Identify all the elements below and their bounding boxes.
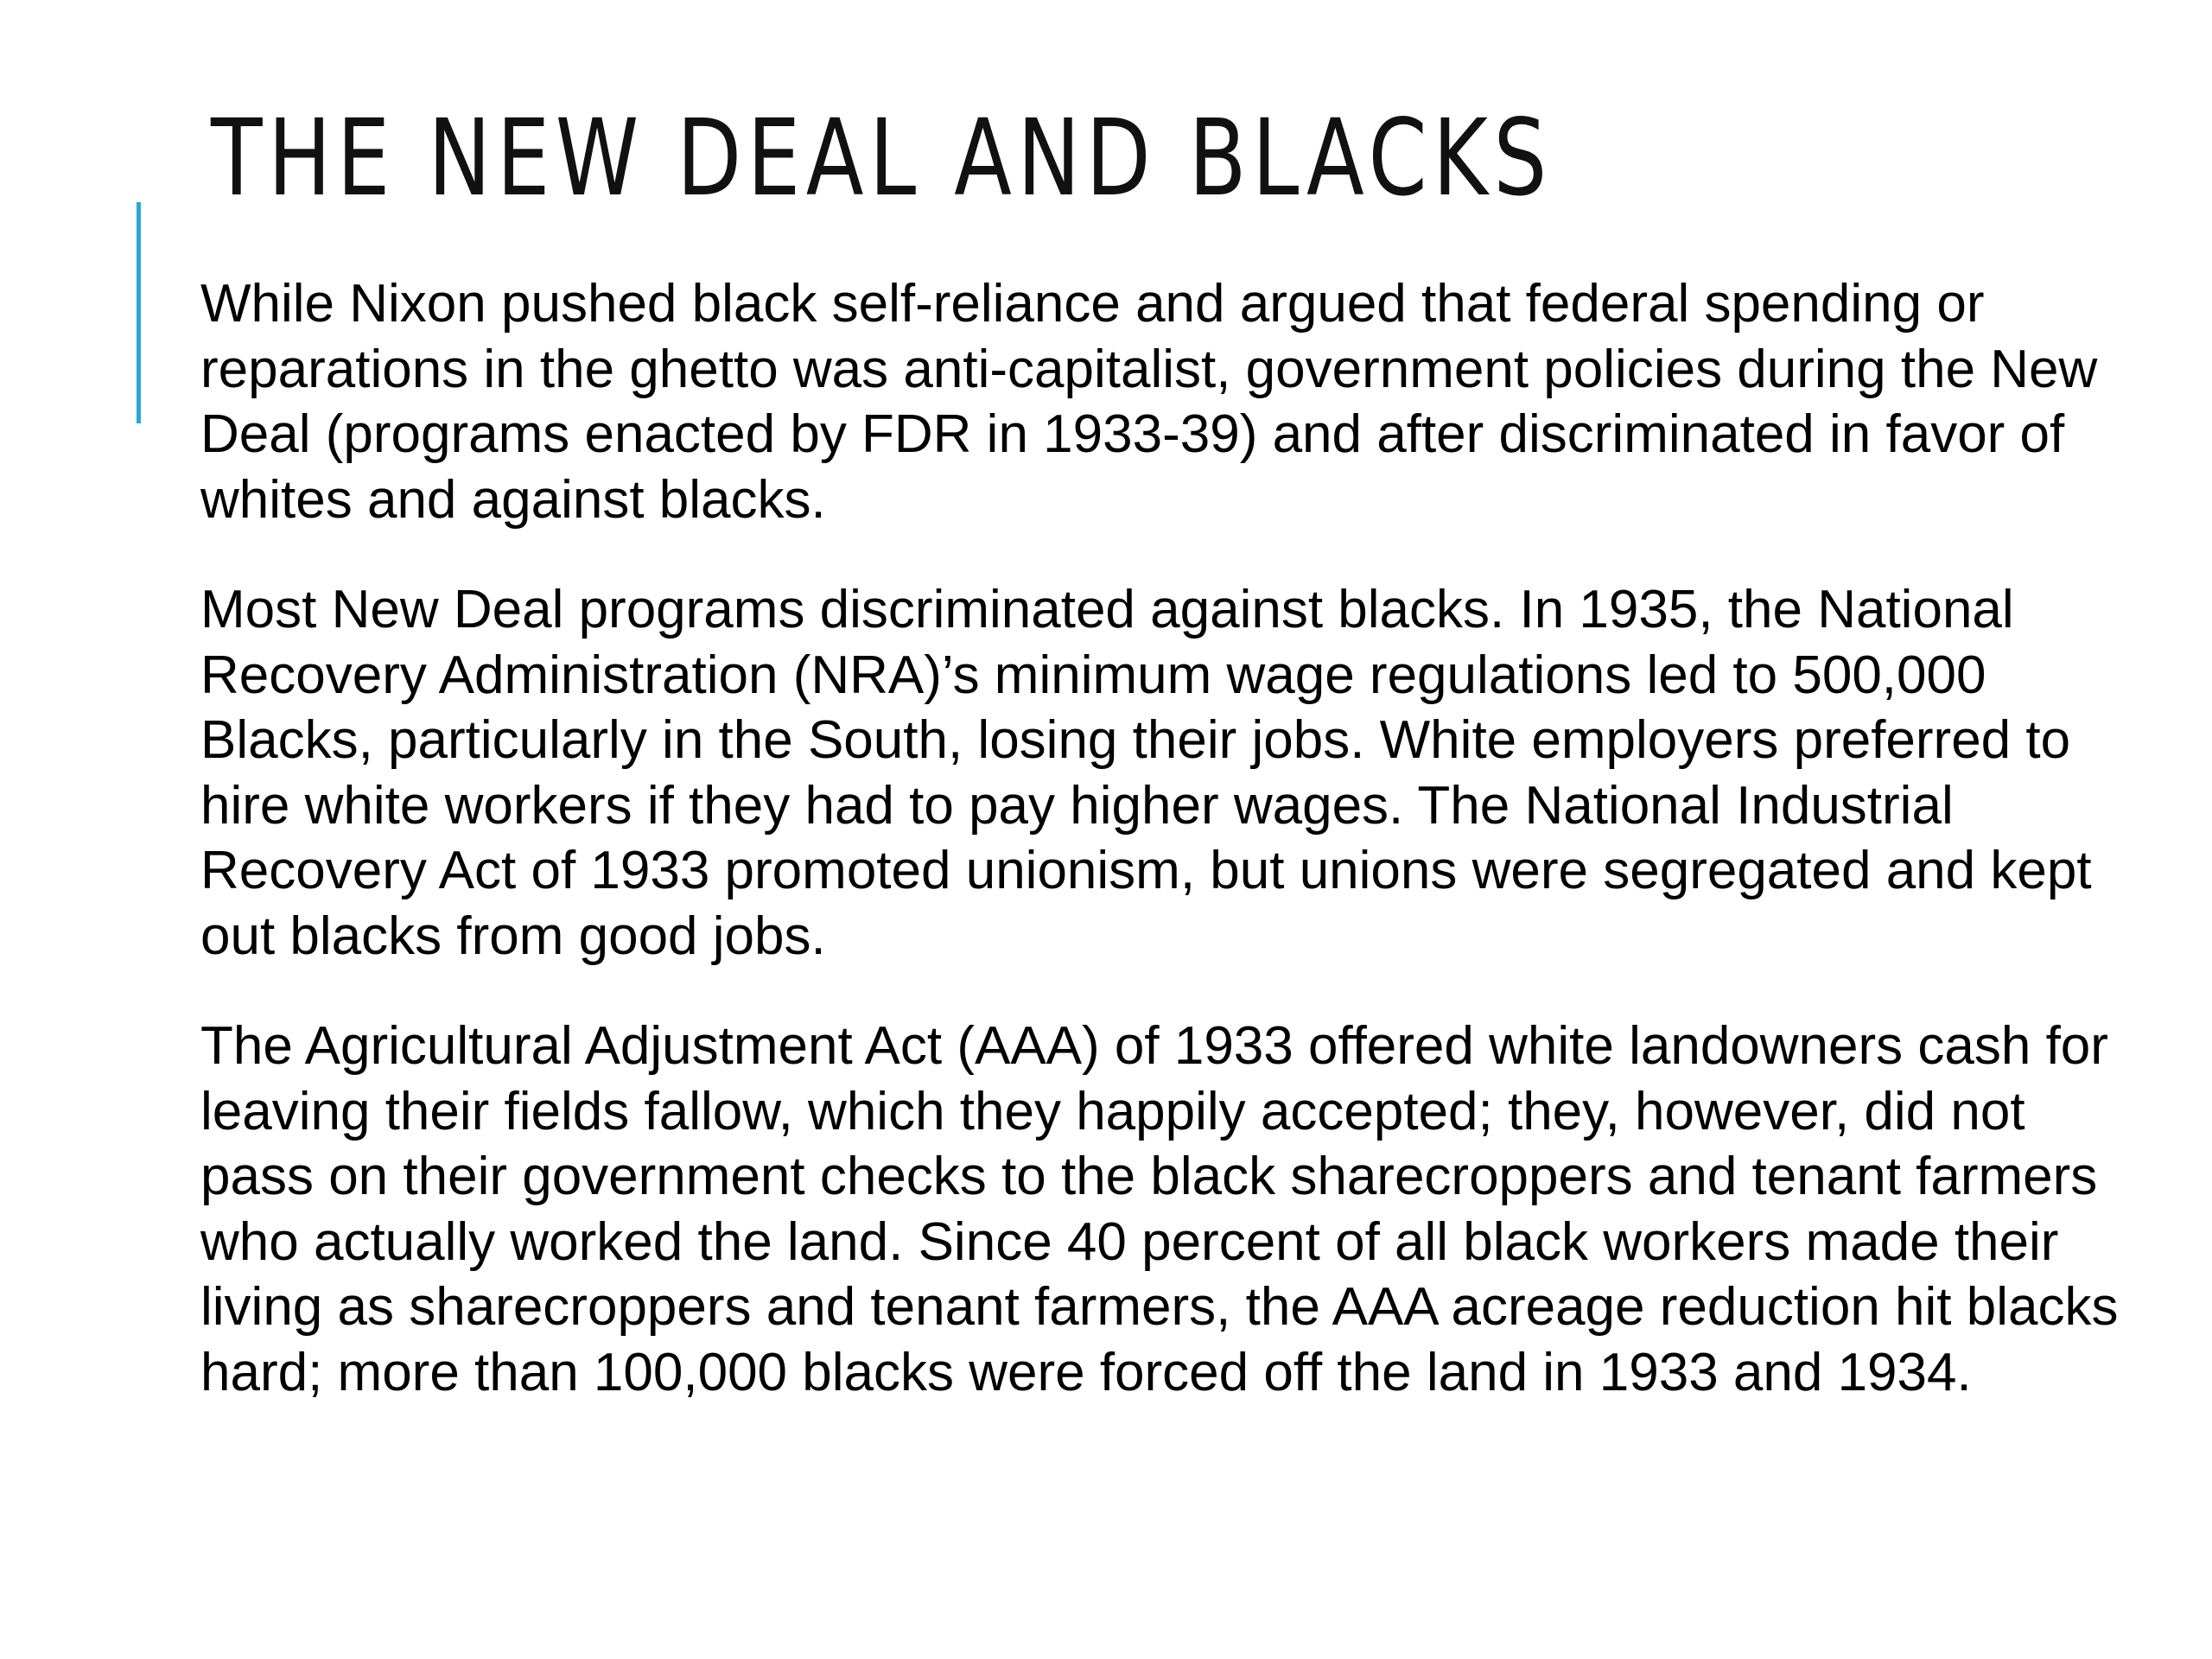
paragraph-nra-discrimination: Most New Deal programs discriminated against blacks. In 1935, the National Recovery Administration (NRA)’s minimum wage regulations led to 500,000 Blacks, particularly in the South, losing their jobs. White employers preferred to hire white workers if they had to pay higher wages. The National Industrial Recovery Act of 1933 promoted unionism, but unions were segregated and kept out blacks from good jobs.	[200, 580, 2092, 966]
paragraph-nixon-new-deal: While Nixon pushed black self-reliance and argued that federal spending or reparations in the ghetto was anti-capitalist, government policies during the New Deal (programs enacted by FDR in 1933-39) and after discriminated in favor of whites and against blacks.	[200, 274, 2098, 530]
title-accent-bar	[137, 202, 141, 423]
paragraph-aaa-sharecroppers: The Agricultural Adjustment Act (AAA) of 1933 offered white landowners cash for leaving their fields fallow, which they happily accepted; they, however, did not pass on their government checks to the black sharecroppers and tenant farmers who actually worked the land. Since 40 percent of all black workers made their living as sharecroppers and tenant farmers, the AAA acreage reduction hit blacks hard; more than 100,000 blacks were forced off the land in 1933 and 1934.	[200, 1016, 2119, 1402]
slide-body	[200, 271, 2127, 1450]
slide-title: THE NEW DEAL AND BLACKS	[211, 97, 1553, 219]
